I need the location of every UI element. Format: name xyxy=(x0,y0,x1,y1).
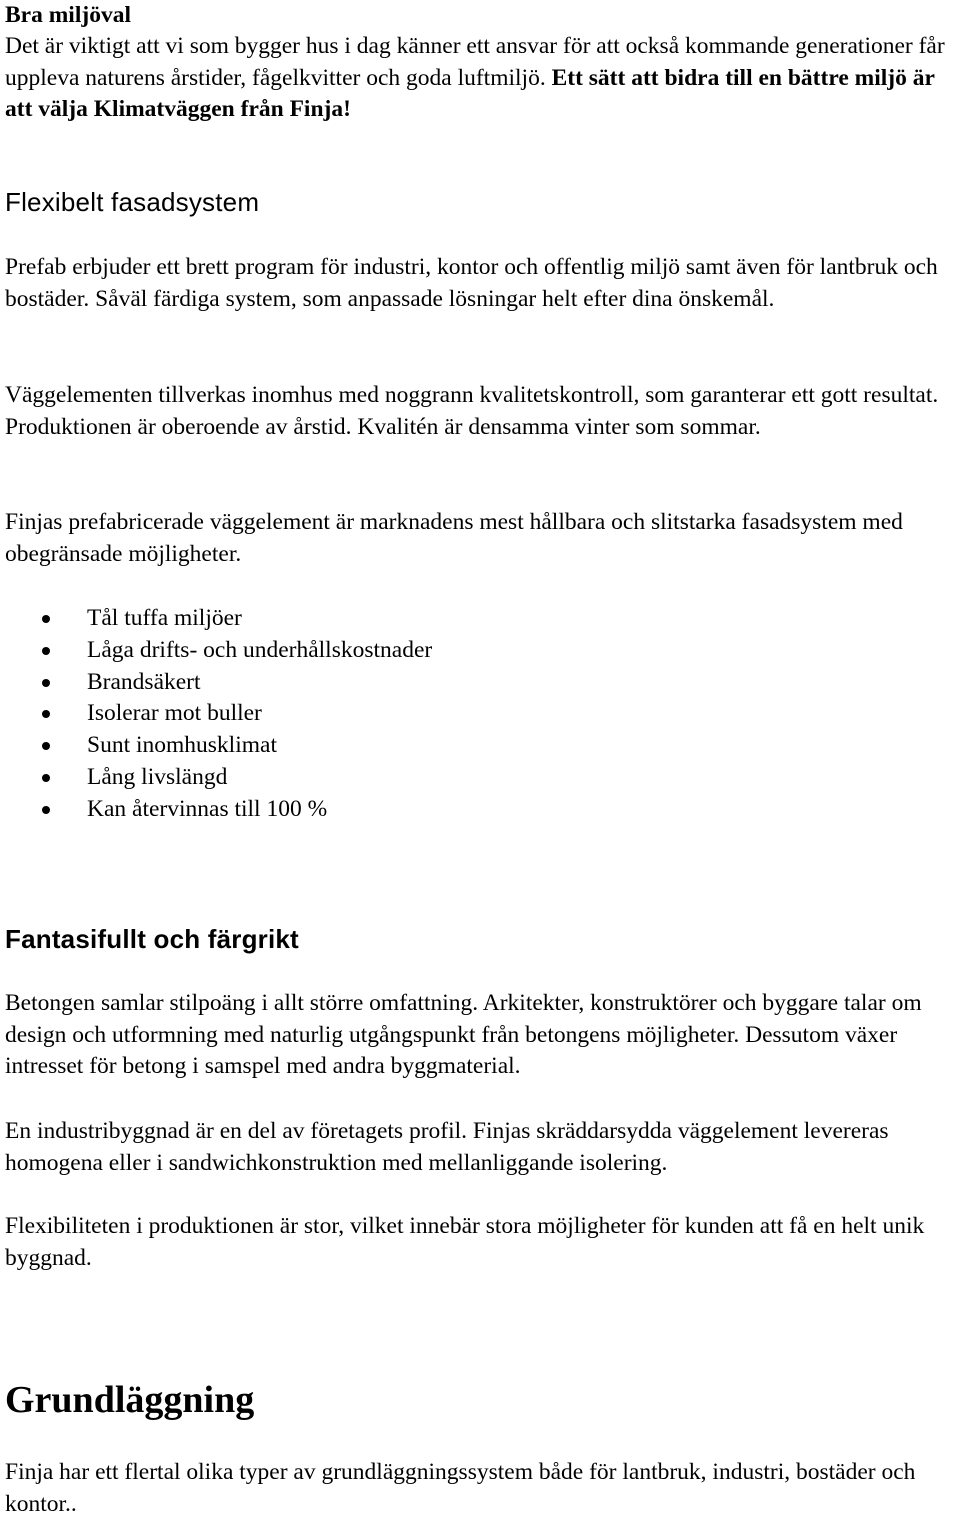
paragraph-flexibiliteten: Flexibiliteten i produktionen är stor, vilket innebär stora möjligheter för kunden att få en helt unik byggnad. xyxy=(5,1213,925,1271)
heading-fantasifullt: Fantasifullt och färgrikt xyxy=(5,924,299,954)
paragraph-industribyggnad: En industribyggnad är en del av företagets profil. Finjas skräddarsydda väggelement levereras homogena eller i sandwichkonstruktion med mellanliggande isolering. xyxy=(5,1118,889,1176)
heading-flexibelt-fasadsystem: Flexibelt fasadsystem xyxy=(5,187,260,217)
bullet-icon xyxy=(42,774,50,782)
bullet-icon xyxy=(42,710,50,718)
bullet-icon xyxy=(42,615,50,623)
bullet-icon xyxy=(42,679,50,687)
paragraph-vaggelementen: Väggelementen tillverkas inomhus med noggrann kvalitetskontroll, som garanterar ett gott resultat. Produktionen är oberoende av årstid. Kvalitén är densamma vinter som sommar. xyxy=(5,382,939,440)
paragraph-finjas-prefab: Finjas prefabricerade väggelement är marknadens mest hållbara och slitstarka fasadsystem med obegränsade möjligheter. xyxy=(5,509,903,567)
list-item: Isolerar mot buller xyxy=(5,698,956,730)
list-item: Lång livslängd xyxy=(5,762,956,794)
paragraph-bold-text: Ett sätt att bidra till en bättre miljö är att välja Klimatväggen från Finja! xyxy=(5,64,935,122)
list-item: Sunt inomhusklimat xyxy=(5,730,956,762)
feature-list xyxy=(5,603,956,826)
list-item: Kan återvinnas till 100 % xyxy=(5,794,956,826)
paragraph-prefab: Prefab erbjuder ett brett program för industri, kontor och offentlig miljö samt även för lantbruk och bostäder. Såväl färdiga system, som anpassade lösningar helt efter dina önskemål. xyxy=(5,254,938,312)
bullet-icon xyxy=(42,806,50,814)
paragraph-bra-miljoval xyxy=(5,31,956,126)
paragraph-text: Det är viktigt att vi som bygger hus i dag känner ett ansvar för att också kommande generationer får uppleva naturens årstider, fågelkvitter och goda luftmiljö. xyxy=(5,33,945,91)
paragraph-grundlaggning: Finja har ett flertal olika typer av grundläggningssystem både för lantbruk, industri, bostäder och kontor.. xyxy=(5,1459,916,1517)
paragraph-betongen: Betongen samlar stilpoäng i allt större omfattning. Arkitekter, konstruktörer och byggare talar om design och utformning med naturlig utgångspunkt från betongens möjligheter. Dessutom växer intresset för betong i samspel med andra byggmaterial. xyxy=(5,990,922,1079)
heading-bra-miljoval: Bra miljöval xyxy=(5,2,131,28)
heading-grundlaggning: Grundläggning xyxy=(5,1379,255,1421)
bullet-icon xyxy=(42,647,50,655)
list-item: Brandsäkert xyxy=(5,667,956,699)
bullet-icon xyxy=(42,742,50,750)
list-item: Tål tuffa miljöer xyxy=(5,603,956,635)
list-item: Låga drifts- och underhållskostnader xyxy=(5,635,956,667)
